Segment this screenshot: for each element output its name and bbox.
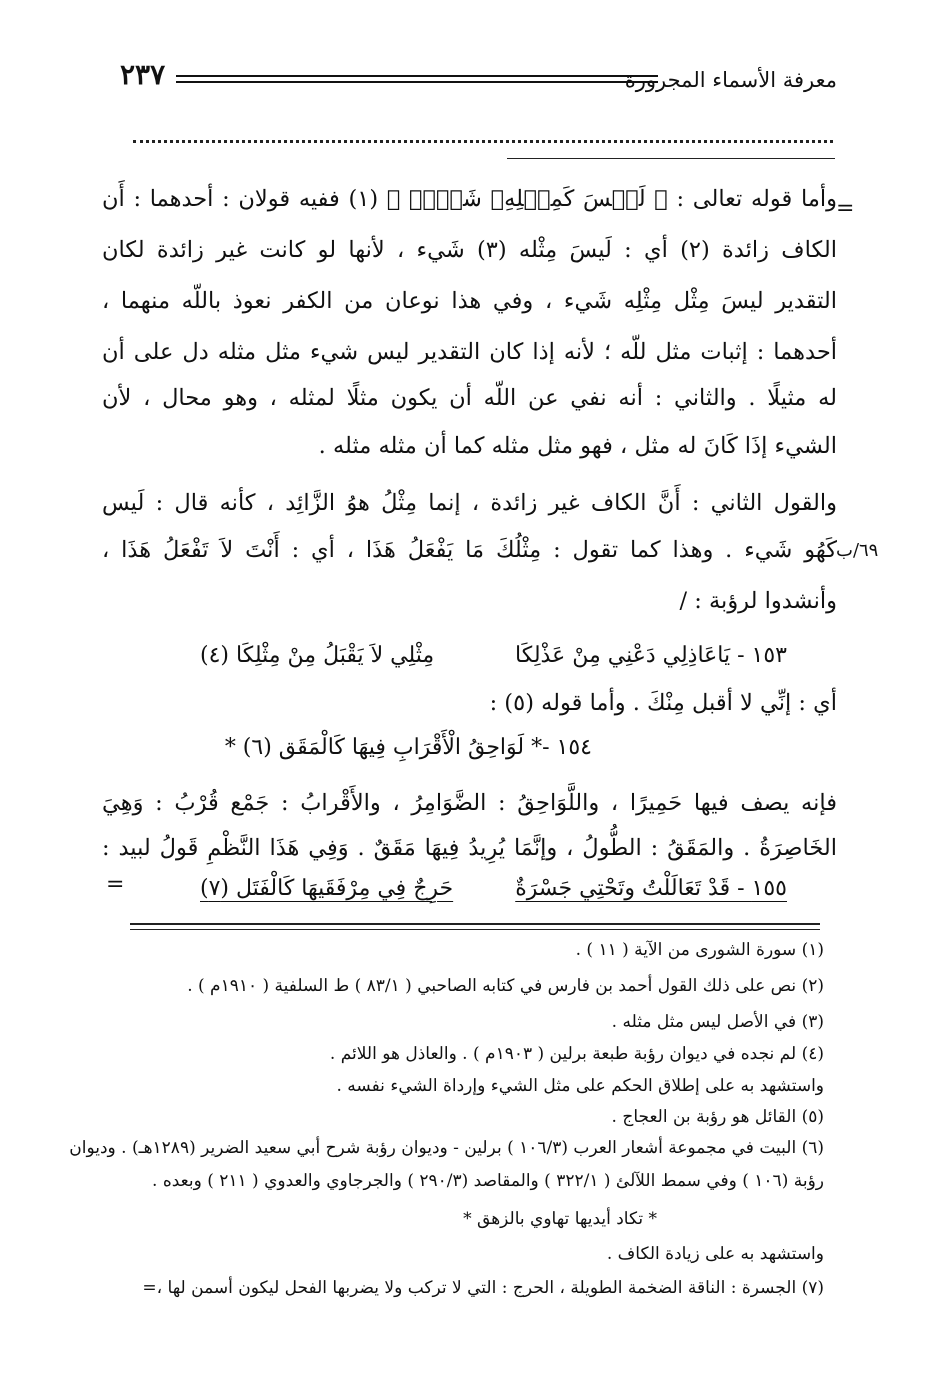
body-line: الخَاصِرَةُ . والمَقَقُ : الطُّولُ ، وإنَّمَا يُرِيدُ فِيهَا مَقَقٌ . وَفِي هَذَا النَّظْمِ قَولُ لبيد : (102, 835, 837, 861)
verse-153-second-hemistich: مِثْلِي لاَ يَقْبَلُ مِنْ مِثْلِكَا (٤) (200, 643, 435, 668)
footnote: (١) سورة الشورى من الآية ( ١١ ) . (575, 940, 824, 960)
body-line: وأنشدوا لرؤبة : / (679, 588, 837, 614)
dotted-separator (133, 140, 833, 143)
footnote: واستشهد به على إطلاق الحكم على مثل الشيء وإرداة الشيء نفسه . (336, 1076, 824, 1096)
body-line: الكاف زائدة (٢) أي : لَيسَ مِثْله (٣) شَيء ، لأنها لو كانت غير زائدة لكان (102, 237, 837, 263)
continuation-mark-bottom: = (106, 872, 125, 897)
continuation-mark-top: = (836, 196, 855, 221)
body-line: وأما قوله تعالى : ﴿ لَيۡسَ كَمِثۡلِهِۦ شَيۡءٞ ﴾ (١) ففيه قولان : أحدهما : أَن (102, 186, 837, 212)
verse-155-first-hemistich: ١٥٥ - قَدْ تَعَالَلْتُ وتَحْتِي جَسْرَةٌ (515, 876, 787, 901)
footnote: (٦) البيت في مجموعة أشعار العرب (١٠٦/٣ ) برلين - وديوان رؤبة شرح أبي سعيد الضرير (١٢٨٩هـ) . وديوان (69, 1138, 824, 1158)
footnote-rule (130, 923, 820, 925)
footnote-rule (130, 929, 820, 930)
page-number: ٢٣٧ (120, 58, 166, 91)
footnote: (٢) نص على ذلك القول أحمد بن فارس في كتابه الصاحبي ( ٨٣/١ ) ط السلفية ( ١٩١٠م ) . (187, 976, 824, 996)
body-line: له مثيلًا . والثاني : أنه نفي عن اللّه أن يكون مثلًا لمثله ، وهو محال ، لأن (102, 385, 837, 411)
footnote: رؤبة (١٠٦ ) وفي سمط اللآلئ ( ٣٢٢/١ ) والمقاصد (٢٩٠/٣ ) والجرجاوي والعدوي ( ٢١١ ) وبعده . (152, 1171, 824, 1191)
body-line: أي : إنِّي لا أقبل مِنْكَ . وأما قوله (٥) : (489, 690, 837, 716)
verse-155-second-hemistich: حَرِجٌ فِي مِرْفَقَيهَا كَالْفَتَل (٧) (200, 876, 454, 901)
header-rule (176, 81, 658, 83)
body-line: الشيء إذَا كَانَ له مثل ، فهو مثل مثله كما أن مثله مثله . (318, 433, 837, 459)
footnote: واستشهد به على زيادة الكاف . (606, 1244, 824, 1264)
footnote: (٧) الجسرة : الناقة الضخمة الطويلة ، الحرج : التي لا تركب ولا يضربها الفحل ليكون أسمن لها ،= (142, 1278, 824, 1298)
body-line: أحدهما : إثبات مثل للّه ؛ لأنه إذا كان التقدير ليس شيء مثل مثله دل على أن (102, 339, 837, 365)
body-line: التقدير ليسَ مِثْل مِثْلِه شَيء ، وفي هذا نوعان من الكفر نعوذ باللّه منهما ، (102, 288, 837, 314)
separator-rule (507, 158, 835, 159)
verse-154: ١٥٤ -* لَوَاحِقُ الْأَقْرَابِ فِيهَا كَالْمَقَق (٦) * (224, 735, 592, 760)
footnote-verse: * تكاد أيديها تهاوي بالزهق * (463, 1209, 657, 1229)
body-line: فإنه يصف فيها حَمِيرًا ، واللَّوَاحِقُ : الضَّوَامِرُ ، والأَقْرابُ : جَمْع قُرْبُ : وَهِيَ (102, 790, 837, 816)
body-line: والقول الثاني : أَنَّ الكاف غير زائدة ، إنما مِثْلُ هوُ الزَّائِد ، كأنه قال : لَيس (102, 490, 837, 516)
header-rule (176, 75, 658, 77)
footnote: (٣) في الأصل ليس مثل مثله . (611, 1012, 824, 1032)
body-line: كَهُو شَيء . وهذا كما تقول : مِثْلُكَ مَا يَفْعَلُ هَذَا ، أي : أَنْتَ لاَ تَفْعَلُ هَذَا ، (102, 537, 837, 563)
footnote: (٥) القائل هو رؤبة بن العجاج . (611, 1107, 824, 1127)
folio-note: ٦٩/ب (836, 540, 879, 561)
verse-153-first-hemistich: ١٥٣ - يَاعَاذِلِي دَعْنِي مِنْ عَذْلِكَا (514, 643, 787, 668)
running-title: معرفة الأسماء المجرورة (624, 68, 837, 92)
footnote: (٤) لم نجده في ديوان رؤبة طبعة برلين ( ١٩٠٣م ) . والعاذل هو اللائم . (329, 1044, 824, 1064)
